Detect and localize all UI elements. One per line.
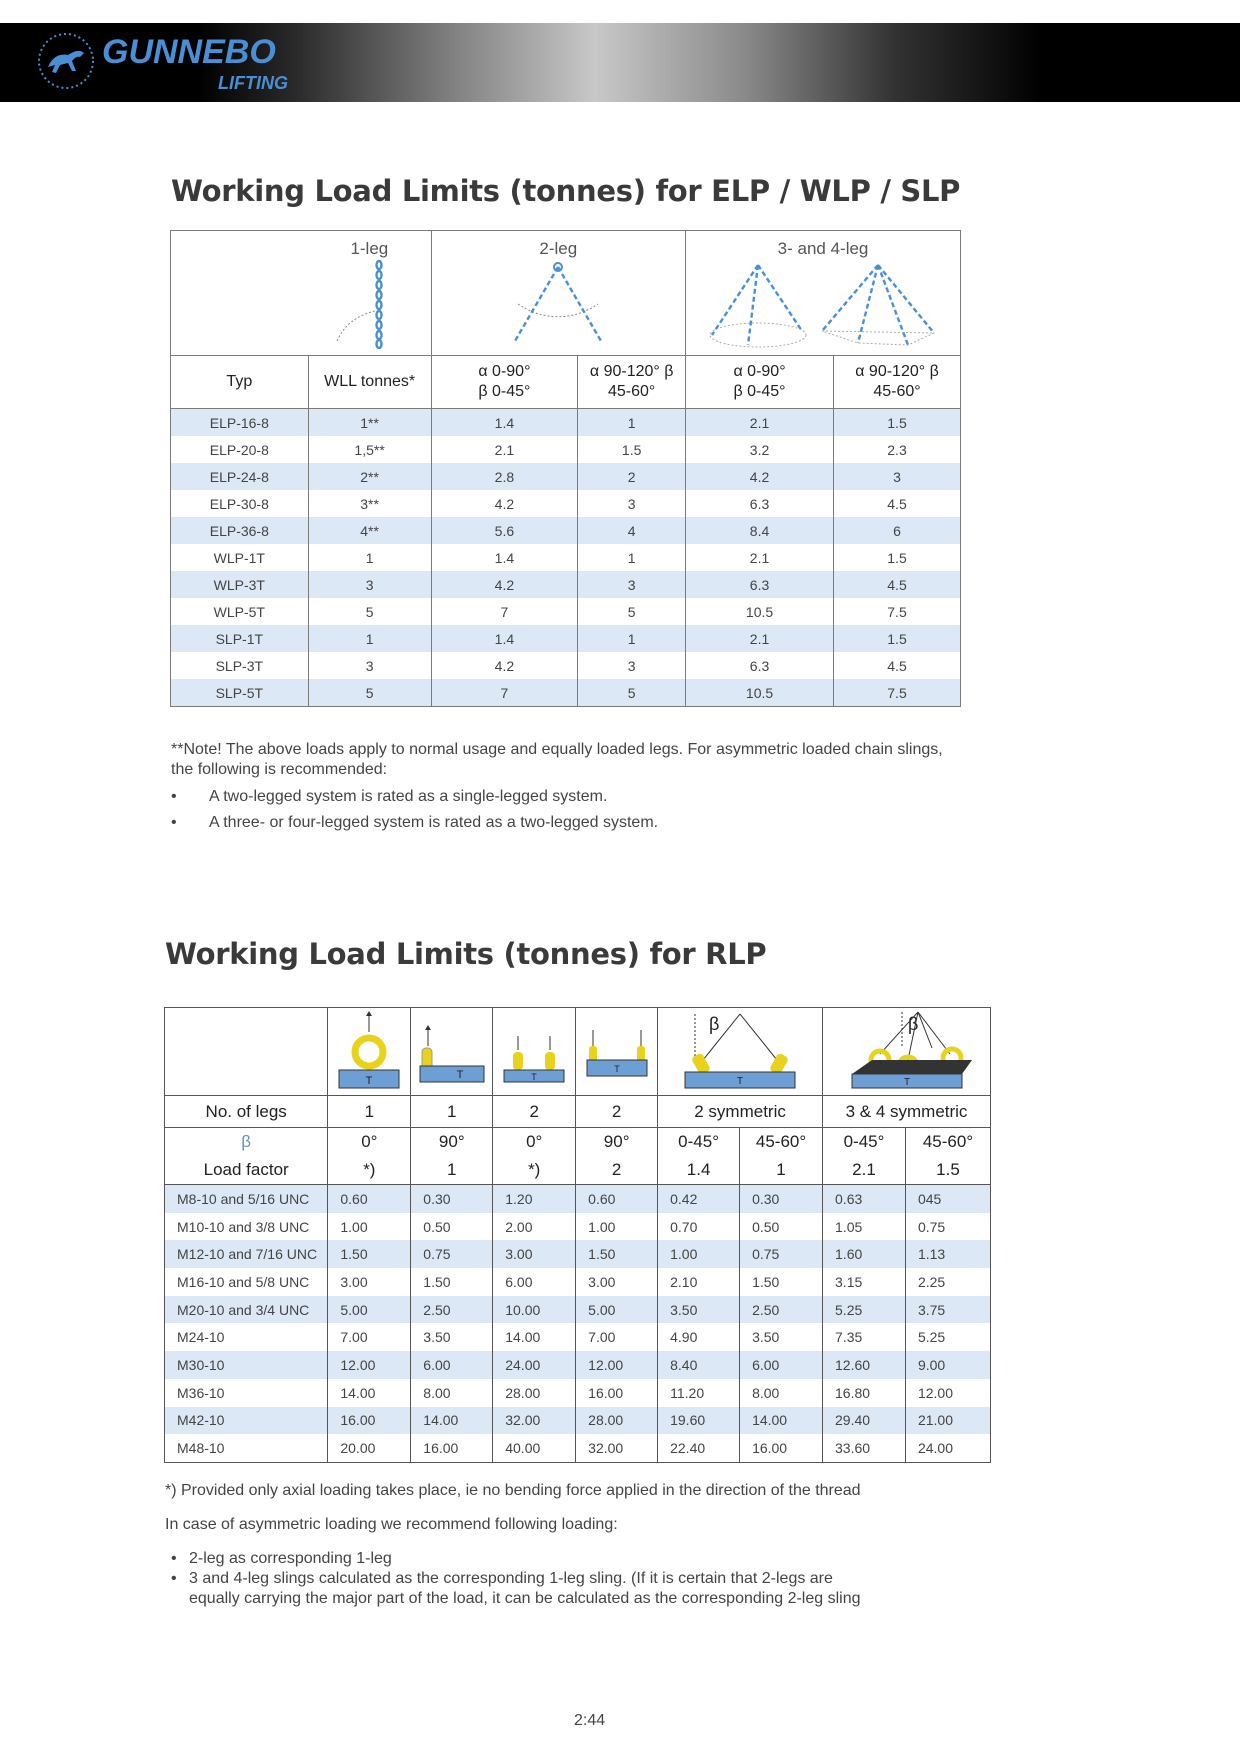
table-cell: 5	[308, 679, 431, 707]
table-cell: 2.1	[686, 409, 834, 437]
table-cell: 2.50	[740, 1296, 823, 1324]
table-cell: 6.3	[686, 571, 834, 598]
load-factor-value: *)	[493, 1156, 576, 1185]
table-cell: 0.70	[658, 1213, 740, 1241]
table-cell: 1	[578, 409, 686, 437]
table-cell: 10.5	[686, 598, 834, 625]
load-factor-label: Load factor	[165, 1156, 328, 1185]
table-cell: 3	[308, 571, 431, 598]
legs-value: 3 & 4 symmetric	[823, 1096, 991, 1128]
table-cell: 4.2	[431, 652, 578, 679]
table-cell: 2.1	[686, 544, 834, 571]
table-row	[171, 679, 961, 707]
col-2leg-a: α 0-90° β 0-45°	[431, 356, 578, 409]
table-cell: 3.00	[493, 1240, 576, 1268]
table-cell: 22.40	[658, 1434, 740, 1462]
table-cell: 6.3	[686, 652, 834, 679]
svg-text:T: T	[613, 1064, 620, 1074]
table-cell: 10.00	[493, 1296, 576, 1324]
table-cell: 40.00	[493, 1434, 576, 1462]
table-cell: 0.63	[823, 1185, 906, 1213]
col-wll: WLL tonnes*	[308, 356, 431, 409]
diagram-1leg-90	[411, 1008, 493, 1096]
table-cell: 3**	[308, 490, 431, 517]
table-cell: ELP-30-8	[171, 490, 309, 517]
table-cell: 14.00	[740, 1407, 823, 1435]
table-cell: 7.00	[576, 1323, 658, 1351]
table-cell: 1.5	[834, 544, 961, 571]
table-row	[171, 463, 961, 490]
group-2-leg: 2-leg	[431, 231, 686, 356]
table-row	[165, 1185, 991, 1213]
table-cell: 2**	[308, 463, 431, 490]
load-factor-value: 1.4	[658, 1156, 740, 1185]
table-cell: 6	[834, 517, 961, 544]
load-factor-value: 1.5	[905, 1156, 990, 1185]
table-cell: 24.00	[493, 1351, 576, 1379]
table-cell: 0.42	[658, 1185, 740, 1213]
table-cell: 1.50	[740, 1268, 823, 1296]
rlp-3-4leg-symmetric-icon	[832, 1008, 982, 1090]
rlp-1leg-side-icon	[416, 1010, 488, 1090]
table-cell: SLP-1T	[171, 625, 309, 652]
table-cell: 32.00	[576, 1434, 658, 1462]
rlp-2leg-side-icon	[581, 1010, 653, 1090]
table-cell: 24.00	[905, 1434, 990, 1462]
table-row	[171, 571, 961, 598]
legs-value: 1	[328, 1096, 411, 1128]
legs-value: 2 symmetric	[658, 1096, 823, 1128]
beta-label: β	[165, 1128, 328, 1157]
table-cell: 7.5	[834, 598, 961, 625]
table-cell: ELP-20-8	[171, 436, 309, 463]
table-cell: 1.00	[658, 1240, 740, 1268]
table-cell: 1**	[308, 409, 431, 437]
table-cell: 14.00	[328, 1379, 411, 1407]
table-cell: 2.8	[431, 463, 578, 490]
table-cell: M30-10	[165, 1351, 328, 1379]
table-cell: 12.00	[905, 1379, 990, 1407]
table-cell: 16.00	[576, 1379, 658, 1407]
table-cell: 3.00	[328, 1268, 411, 1296]
load-factor-value: *)	[328, 1156, 411, 1185]
table-cell: 4.2	[431, 490, 578, 517]
diagram-34sym	[823, 1008, 991, 1096]
table-cell: 28.00	[493, 1379, 576, 1407]
svg-text:T: T	[365, 1075, 373, 1087]
table-cell: 4.5	[834, 490, 961, 517]
table-cell: 16.80	[823, 1379, 906, 1407]
legs-value: 2	[493, 1096, 576, 1128]
table-row	[165, 1323, 991, 1351]
table-cell: 1.50	[411, 1268, 493, 1296]
table-row	[165, 1351, 991, 1379]
table-cell: SLP-5T	[171, 679, 309, 707]
table-cell: 4	[578, 517, 686, 544]
table-cell: 2.25	[905, 1268, 990, 1296]
table-cell: 0.60	[576, 1185, 658, 1213]
table-cell: 20.00	[328, 1434, 411, 1462]
table-cell: 6.00	[740, 1351, 823, 1379]
table1-title: Working Load Limits (tonnes) for ELP / WLP / SLP	[171, 174, 961, 208]
table-cell: 7.5	[834, 679, 961, 707]
table-cell: 1	[578, 544, 686, 571]
table-cell: M48-10	[165, 1434, 328, 1462]
page-number: 2:44	[574, 1712, 606, 1729]
two-leg-chain-icon	[503, 259, 613, 349]
table2-footnote: *) Provided only axial loading takes place, ie no bending force applied in the direction of the thread	[165, 1482, 861, 1499]
table-cell: 4**	[308, 517, 431, 544]
table-cell: WLP-3T	[171, 571, 309, 598]
table-cell: 0.30	[740, 1185, 823, 1213]
table-cell: 1.20	[493, 1185, 576, 1213]
table-cell: 19.60	[658, 1407, 740, 1435]
table-cell: 1.5	[834, 409, 961, 437]
table-cell: WLP-1T	[171, 544, 309, 571]
diagram-2leg-0	[493, 1008, 576, 1096]
table-cell: 5.00	[576, 1296, 658, 1324]
table-cell: 6.3	[686, 490, 834, 517]
table-cell: 3.75	[905, 1296, 990, 1324]
table-cell: 3.50	[658, 1296, 740, 1324]
table-row	[171, 517, 961, 544]
table-row	[165, 1296, 991, 1324]
table-cell: 10.5	[686, 679, 834, 707]
elp-wlp-slp-table	[170, 230, 961, 707]
table-cell: WLP-5T	[171, 598, 309, 625]
table-cell: 16.00	[411, 1434, 493, 1462]
table-cell: 2.10	[658, 1268, 740, 1296]
table-cell: 14.00	[411, 1407, 493, 1435]
table-row	[171, 409, 961, 437]
load-factor-value: 1	[740, 1156, 823, 1185]
table-cell: 4.2	[686, 463, 834, 490]
table-cell: M24-10	[165, 1323, 328, 1351]
table-cell: 7	[431, 598, 578, 625]
table-cell: M36-10	[165, 1379, 328, 1407]
table-row	[171, 436, 961, 463]
table-cell: 8.00	[740, 1379, 823, 1407]
table-cell: 21.00	[905, 1407, 990, 1435]
table-cell: 8.00	[411, 1379, 493, 1407]
table-cell: 4.5	[834, 571, 961, 598]
table-cell: 5	[578, 679, 686, 707]
table-cell: 0.60	[328, 1185, 411, 1213]
table-cell: 3.2	[686, 436, 834, 463]
table-cell: 8.40	[658, 1351, 740, 1379]
table-cell: 8.4	[686, 517, 834, 544]
table-cell: ELP-16-8	[171, 409, 309, 437]
table-cell: 1.00	[576, 1213, 658, 1241]
table-cell: 1.4	[431, 544, 578, 571]
brand-sub: LIFTING	[218, 73, 288, 93]
table-cell: 3.00	[576, 1268, 658, 1296]
rlp-2leg-symmetric-icon	[665, 1008, 815, 1090]
table-cell: 1.5	[834, 625, 961, 652]
rlp-table	[164, 1007, 991, 1463]
table-row	[165, 1434, 991, 1462]
col-34leg-a: α 0-90° β 0-45°	[686, 356, 834, 409]
beta-value: 45-60°	[740, 1128, 823, 1157]
table-cell: 1,5**	[308, 436, 431, 463]
legs-value: 2	[576, 1096, 658, 1128]
load-factor-value: 2.1	[823, 1156, 906, 1185]
table-cell: 1.4	[431, 409, 578, 437]
table-cell: SLP-3T	[171, 652, 309, 679]
table-cell: 2	[578, 463, 686, 490]
legs-value: 1	[411, 1096, 493, 1128]
table-cell: 2.50	[411, 1296, 493, 1324]
diagram-2leg-90	[576, 1008, 658, 1096]
table-cell: 0.50	[740, 1213, 823, 1241]
load-factor-value: 2	[576, 1156, 658, 1185]
load-factor-value: 1	[411, 1156, 493, 1185]
table-cell: 2.1	[686, 625, 834, 652]
table-row	[165, 1213, 991, 1241]
table-cell: 16.00	[740, 1434, 823, 1462]
beta-value: 0-45°	[658, 1128, 740, 1157]
table-cell: 7.35	[823, 1323, 906, 1351]
table-cell: M42-10	[165, 1407, 328, 1435]
table-cell: 1.00	[328, 1213, 411, 1241]
beta-value: 0°	[493, 1128, 576, 1157]
table-cell: M12-10 and 7/16 UNC	[165, 1240, 328, 1268]
col-34leg-b: α 90-120° β 45-60°	[834, 356, 961, 409]
table-cell: 32.00	[493, 1407, 576, 1435]
table-cell: 1.13	[905, 1240, 990, 1268]
table-cell: 3	[308, 652, 431, 679]
table-cell: 0.75	[905, 1213, 990, 1241]
table-cell: 1	[308, 625, 431, 652]
col-typ: Typ	[171, 356, 309, 409]
col-2leg-b: α 90-120° β 45-60°	[578, 356, 686, 409]
table-cell: 1.05	[823, 1213, 906, 1241]
table-cell: 1.50	[328, 1240, 411, 1268]
group-3-4-leg: 3- and 4-leg	[686, 231, 961, 356]
table-cell: 12.00	[576, 1351, 658, 1379]
table-row	[171, 490, 961, 517]
table-row	[171, 652, 961, 679]
svg-text:T: T	[903, 1077, 910, 1088]
table-cell: 3	[578, 571, 686, 598]
table-cell: 16.00	[328, 1407, 411, 1435]
table-cell: 0.50	[411, 1213, 493, 1241]
table-cell: 12.60	[823, 1351, 906, 1379]
table-cell: 5.6	[431, 517, 578, 544]
table-cell: 14.00	[493, 1323, 576, 1351]
table-cell: M20-10 and 3/4 UNC	[165, 1296, 328, 1324]
table1-note: **Note! The above loads apply to normal usage and equally loaded legs. For asymmetric loaded chain slings, the following is recommended:	[171, 741, 943, 778]
rlp-1leg-axial-icon	[333, 1010, 405, 1090]
legs-label: No. of legs	[165, 1096, 328, 1128]
table-cell: 7	[431, 679, 578, 707]
table-cell: 0.75	[740, 1240, 823, 1268]
table-cell: ELP-36-8	[171, 517, 309, 544]
brand-name: GUNNEBO	[102, 33, 276, 71]
brand-header	[0, 23, 1240, 102]
table-cell: 3.50	[411, 1323, 493, 1351]
table-cell: 3	[578, 652, 686, 679]
diagram-1leg-0	[328, 1008, 411, 1096]
table-cell: 2.1	[431, 436, 578, 463]
svg-text:β: β	[709, 1014, 720, 1034]
table-cell: 3.15	[823, 1268, 906, 1296]
table-cell: 5	[578, 598, 686, 625]
three-four-leg-chain-icon	[698, 259, 948, 349]
table-cell: 5.00	[328, 1296, 411, 1324]
table-cell: 7.00	[328, 1323, 411, 1351]
table-cell: 5	[308, 598, 431, 625]
svg-text:T: T	[531, 1072, 537, 1082]
table-cell: 045	[905, 1185, 990, 1213]
table-cell: 3	[834, 463, 961, 490]
table-cell: 1	[308, 544, 431, 571]
table-row	[171, 625, 961, 652]
table-cell: 2.00	[493, 1213, 576, 1241]
beta-value: 0-45°	[823, 1128, 906, 1157]
table-cell: ELP-24-8	[171, 463, 309, 490]
table-cell: 1.4	[431, 625, 578, 652]
table-row	[165, 1379, 991, 1407]
table-row	[165, 1407, 991, 1435]
svg-text:T: T	[456, 1069, 464, 1081]
table-cell: 3	[578, 490, 686, 517]
table-cell: M16-10 and 5/8 UNC	[165, 1268, 328, 1296]
group-1-leg: 1-leg	[308, 231, 431, 356]
table-cell: 33.60	[823, 1434, 906, 1462]
one-leg-chain-icon	[319, 259, 419, 349]
table-cell: 1.5	[578, 436, 686, 463]
diagram-2sym	[658, 1008, 823, 1096]
beta-value: 90°	[411, 1128, 493, 1157]
asymmetric-intro: In case of asymmetric loading we recommend following loading:	[165, 1516, 618, 1533]
table-cell: 11.20	[658, 1379, 740, 1407]
table-cell: 5.25	[905, 1323, 990, 1351]
table-cell: 6.00	[493, 1268, 576, 1296]
table-cell: 1.60	[823, 1240, 906, 1268]
svg-text:β: β	[907, 1014, 918, 1034]
table-cell: 12.00	[328, 1351, 411, 1379]
table-cell: 1.50	[576, 1240, 658, 1268]
svg-text:T: T	[737, 1076, 744, 1087]
table-cell: 4.90	[658, 1323, 740, 1351]
table-cell: M8-10 and 5/16 UNC	[165, 1185, 328, 1213]
table-row	[165, 1268, 991, 1296]
table-row	[171, 544, 961, 571]
table-row	[165, 1240, 991, 1268]
beta-value: 90°	[576, 1128, 658, 1157]
gunnebo-horse-logo-icon	[36, 31, 96, 91]
table2-title: Working Load Limits (tonnes) for RLP	[165, 937, 767, 971]
table-cell: 5.25	[823, 1296, 906, 1324]
table-cell: 1	[578, 625, 686, 652]
table-cell: 6.00	[411, 1351, 493, 1379]
table-cell: 9.00	[905, 1351, 990, 1379]
beta-value: 45-60°	[905, 1128, 990, 1157]
rlp-2leg-axial-icon	[498, 1010, 570, 1090]
table-cell: 2.3	[834, 436, 961, 463]
table-row	[171, 598, 961, 625]
table-cell: 4.5	[834, 652, 961, 679]
table-cell: 29.40	[823, 1407, 906, 1435]
beta-value: 0°	[328, 1128, 411, 1157]
table-cell: 0.30	[411, 1185, 493, 1213]
table-cell: M10-10 and 3/8 UNC	[165, 1213, 328, 1241]
table-cell: 28.00	[576, 1407, 658, 1435]
table-cell: 3.50	[740, 1323, 823, 1351]
table-cell: 0.75	[411, 1240, 493, 1268]
table-cell: 4.2	[431, 571, 578, 598]
